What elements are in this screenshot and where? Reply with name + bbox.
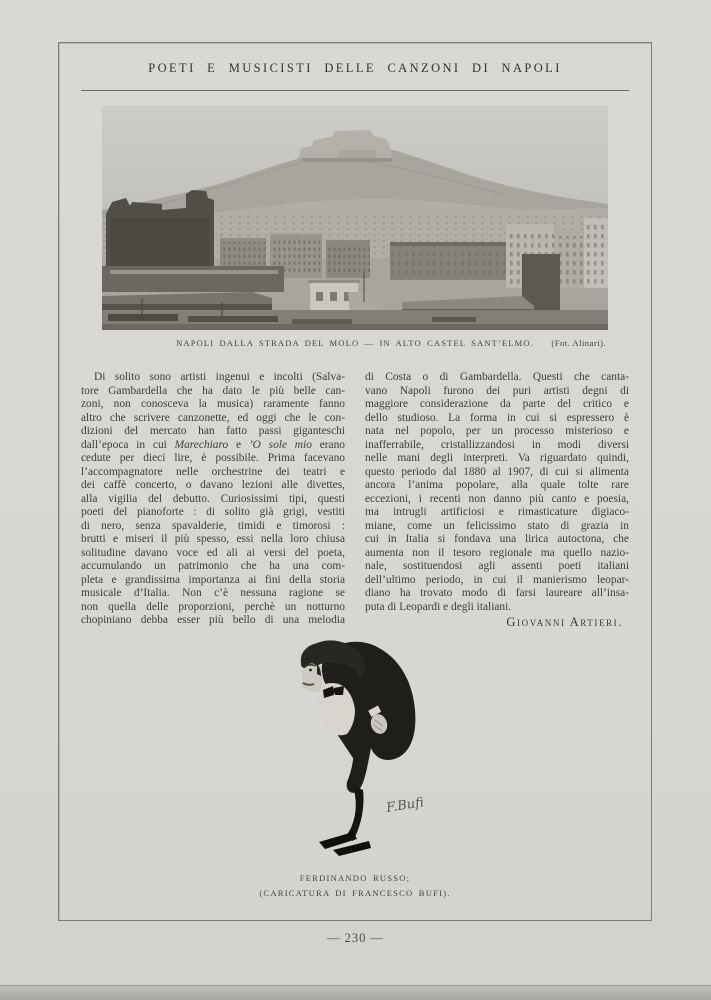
text-line: dizioni del mercato han fatto passi giganteschi	[81, 425, 345, 437]
caricature-caption-name: FERDINANDO RUSSO;	[299, 873, 411, 883]
sea-wall	[102, 266, 284, 292]
text-line: inafferrabile, cristallizzandosi in modi diversi	[365, 438, 629, 451]
caricature-caption-credit: (CARICATURA DI FRANCESCO BUFI).	[259, 888, 451, 898]
boat-1	[108, 314, 178, 321]
caricature-signature: F.Bufi	[385, 795, 425, 816]
photo-figure	[102, 106, 608, 352]
boat-4	[432, 317, 476, 322]
photo-credit: (Fot. Alinari).	[551, 338, 606, 348]
text-line: dell’ultimo periodo, in cui il manierismo leopar-	[365, 573, 629, 586]
page-number: — 230 —	[327, 931, 384, 945]
text-line: miane, come un felicissimo stato di grazia in	[365, 519, 629, 532]
text-line: zoni, non conosceva la musica) raramente fanno	[81, 398, 345, 410]
text-line: dall’epoca in cui Marechiaro e ’O sole mio erano	[81, 438, 345, 451]
column-left-text	[81, 371, 345, 628]
photo-caption: NAPOLI DALLA STRADA DEL MOLO — IN ALTO CASTEL SANT’ELMO.	[176, 338, 534, 348]
author-signature: Giovanni Artieri.	[506, 615, 623, 629]
text-line: dei caffè concerto, o davano lezioni alle divettes,	[81, 479, 345, 491]
text-line: maggiore considerazione da parte del critico e	[365, 398, 629, 410]
text-line: chopiniano debba esser più bello di una melodia	[81, 614, 345, 626]
text-line: cedute per dieci lire, è possibile. Prima facevano	[81, 452, 345, 464]
caricature-figure	[275, 640, 455, 868]
page-frame	[58, 42, 652, 921]
title-rule	[81, 90, 629, 91]
quay-edge	[102, 324, 608, 330]
scan-bottom-edge	[0, 985, 711, 1000]
text-line: non quella delle proporzioni, perchè un notturno	[81, 600, 345, 613]
text-line: alla vigilia del debutto. Curiosissimi tipi, questi	[81, 492, 345, 505]
text-line: di Costa o di Gambardella. Questi che canta-	[365, 371, 629, 383]
text-line: aumenta non il tesoro regionale ma quello nazio-	[365, 546, 629, 559]
text-line: pleta e grandissima importanza ai fini della storia	[81, 573, 345, 586]
text-line: musicale d’Italia. Non c’è nessuna ragione se	[81, 587, 345, 599]
castle-shadow	[302, 158, 392, 162]
text-line: poeti del pianoforte : di solito già grigi, vestiti	[81, 506, 345, 518]
text-line: vano Napoli furono dei puri artisti degni di	[365, 384, 629, 397]
text-line: accumulando un patrimonio che ha una com-	[81, 560, 345, 572]
article-body	[81, 371, 629, 629]
naples-panorama-photo	[102, 106, 608, 330]
text-line: nata nel popolo, per un processo misterioso e	[365, 425, 629, 437]
face-eye	[309, 669, 312, 672]
text-line: tore Gambardella che ha dato le più belle can-	[81, 384, 345, 397]
page-title: POETI E MUSICISTI DELLE CANZONI DI NAPOLI	[148, 61, 562, 75]
text-line: questo periodo dal 1880 al 1907, di cui si alimenta	[365, 465, 629, 478]
column-right-text	[365, 371, 629, 630]
text-line: eccezioni, i recenti non danno più canto e poesia,	[365, 492, 629, 505]
text-line: ancora l’anima popolare, alla quale tolte rare	[365, 479, 629, 491]
ferdinando-russo-caricature	[275, 640, 455, 868]
text-line: ma intrugli artificiosi e rimasticature digiaco-	[365, 506, 629, 518]
text-line: Di solito sono artisti ingenui e incolti (Salva-	[94, 371, 345, 383]
text-line: solitudine davano voce ed ali ai versi del poeta,	[81, 546, 345, 559]
text-line: cui in Italia si fondava una lirica autoctona, che	[365, 533, 629, 545]
text-line: brutti e miseri il più spesso, essi nella loro chiusa	[81, 533, 345, 545]
photo-caption-row	[102, 338, 608, 352]
text-line: di nero, senza spavalderie, timidi e timorosi :	[81, 519, 345, 532]
boat-2	[188, 316, 278, 322]
text-line: puta di Leopardi e degli italiani.	[365, 600, 512, 613]
text-line: dello studioso. La forma in cui si espressero è	[365, 411, 629, 424]
text-line: altro che scrivere canzonette, ed oggi che le con-	[81, 411, 345, 424]
text-line: l’accompagnatore nelle orchestrine dei teatri e	[81, 465, 345, 478]
text-line: nale, sostituendosi agli assenti poeti italiani	[365, 560, 629, 572]
text-line: nelle mani degli interpreti. Va riguardato quindi,	[365, 452, 629, 464]
caricature-leg	[345, 786, 364, 841]
text-line: diano ha trovato modo di farsi laureare all’insa-	[365, 587, 629, 599]
